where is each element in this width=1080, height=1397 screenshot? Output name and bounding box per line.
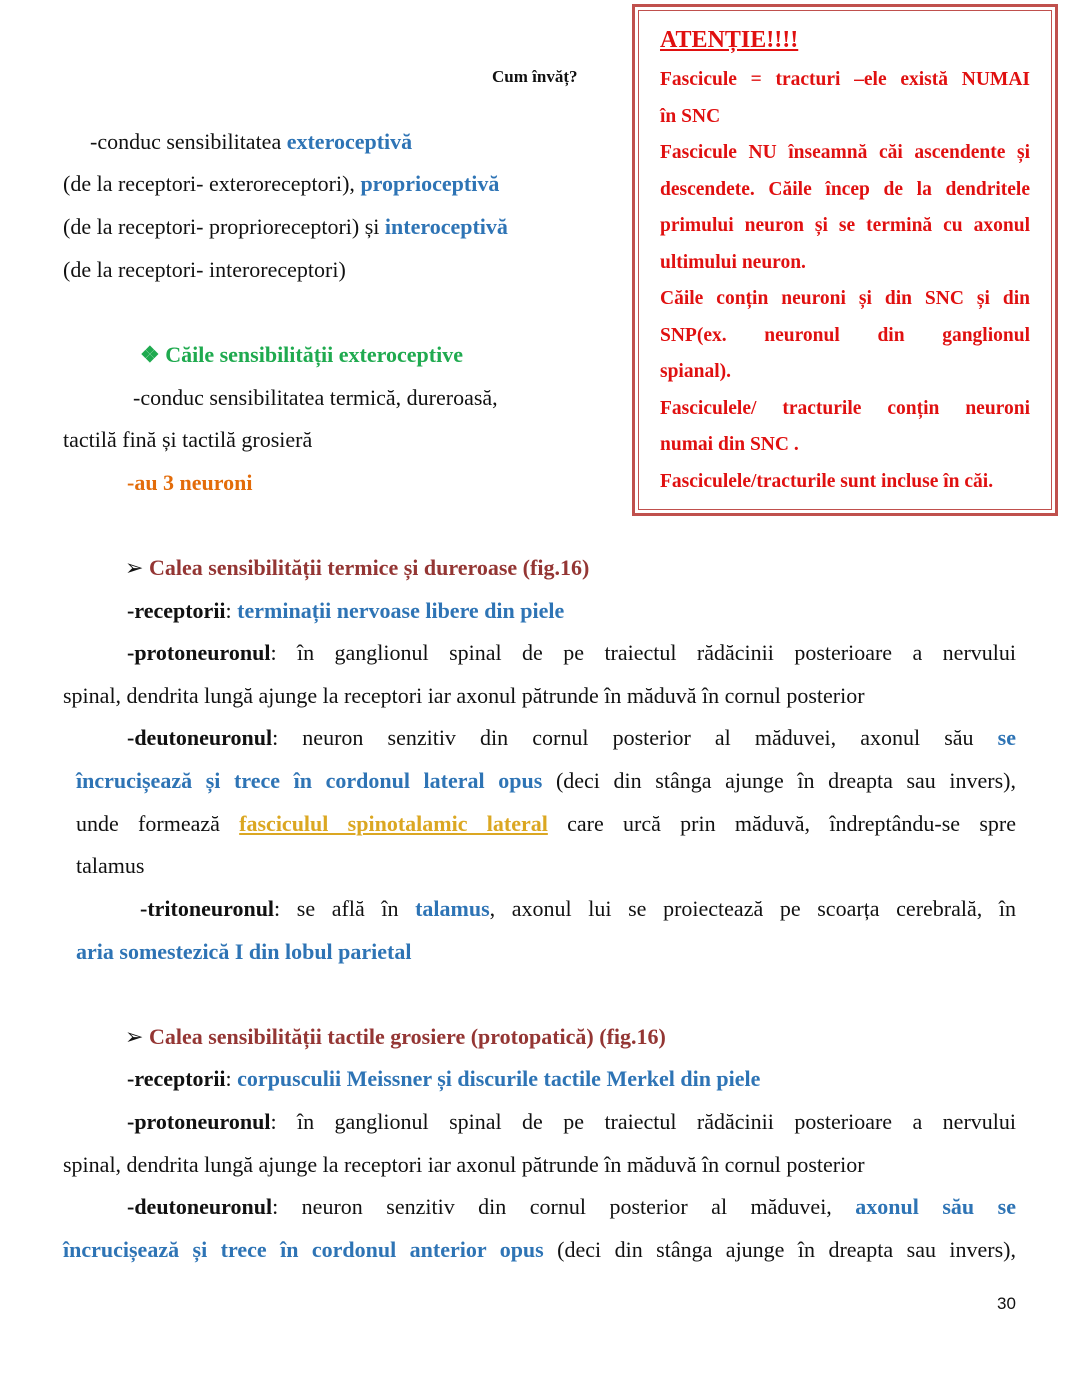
text-b: -protoneuronul [127, 640, 271, 665]
text-redh: ATENȚIE!!!! [660, 27, 799, 53]
text-red: Fascicule NU înseamnă căi ascendente și [660, 142, 1030, 163]
text-plain: , axonul lui se proiectează pe scoarța cerebrală, în [489, 896, 1016, 921]
text-line [127, 1109, 1016, 1135]
text-plain: (deci din stânga ajunge în dreapta sau invers), [543, 1237, 1017, 1262]
text-plain: : neuron senzitiv din cornul posterior al măduvei, axonul său [272, 725, 998, 750]
text-b: -receptorii [127, 1066, 226, 1091]
text-blue: exteroceptivă [286, 129, 413, 154]
text-red: numai din SNC . [660, 434, 799, 455]
text-plain: (deci din stânga ajunge în dreapta sau invers), [542, 768, 1016, 793]
text-green: ❖ Căile sensibilității exteroceptive [140, 342, 463, 367]
text-line [660, 104, 720, 130]
text-brown: Calea sensibilității termice și dureroase (fig.16) [148, 555, 590, 580]
text-plain: : neuron senzitiv din cornul posterior al măduvei, [272, 1194, 856, 1219]
text-blue: se [997, 725, 1016, 750]
text-brown: Calea sensibilității tactile grosiere (protopatică) (fig.16) [148, 1024, 666, 1049]
text-b: -deutoneuronul [127, 1194, 273, 1219]
text-blue: terminații nervoase libere din piele [237, 598, 565, 623]
text-line [63, 1237, 1016, 1263]
text-b: -receptorii [127, 598, 226, 623]
text-plain: spinal, dendrita lungă ajunge la receptori iar axonul pătrunde în măduvă în cornul posterior [63, 1152, 865, 1177]
text-line [127, 1194, 1016, 1220]
text-plain: (de la receptori- proprioreceptori) și [63, 214, 385, 239]
text-red: SNP(ex. neuronul din ganglionul [660, 325, 1030, 346]
text-line [76, 811, 1016, 837]
text-blue: aria somestezică I din lobul parietal [76, 939, 412, 964]
text-plain: (de la receptori- interoreceptori) [63, 257, 346, 282]
text-blue: încrucișează și trece în cordonul lateral opus [76, 768, 543, 793]
text-line [127, 725, 1016, 751]
text-blue: corpusculii Meissner și discurile tactile Merkel din piele [237, 1066, 761, 1091]
text-red: Fasciculele/tracturile sunt incluse în căi. [660, 471, 994, 492]
text-yellow: fasciculul spinotalamic lateral [239, 811, 548, 836]
text-plain: : în ganglionul spinal de pe traiectul rădăcinii posterioare a nervului [270, 640, 1016, 665]
text-blue: talamus [415, 896, 490, 921]
text-line [660, 323, 1030, 349]
page-number: 30 [997, 1294, 1016, 1313]
text-line [125, 555, 589, 581]
text-line [660, 359, 731, 385]
text-line [76, 853, 144, 879]
text-plain: -conduc sensibilitatea [90, 129, 287, 154]
text-line [127, 1066, 760, 1092]
text-line [90, 129, 412, 155]
text-line [660, 286, 1030, 312]
page-title: Cum învăț? [492, 67, 578, 86]
text-plain: : [225, 1066, 238, 1091]
text-line [660, 250, 806, 276]
text-plain: -conduc sensibilitatea termică, dureroasă, [133, 385, 498, 410]
text-line [660, 67, 1030, 93]
text-line [76, 939, 411, 965]
text-line [125, 1024, 666, 1050]
text-line [660, 432, 799, 458]
text-blue: proprioceptivă [360, 171, 500, 196]
text-plain: unde formează [76, 811, 240, 836]
text-blue: încrucișează și trece în cordonul anterior opus [63, 1237, 544, 1262]
text-line [660, 469, 993, 495]
text-line [140, 342, 463, 368]
text-line [63, 683, 865, 709]
text-plain: : în ganglionul spinal de pe traiectul rădăcinii posterioare a nervului [270, 1109, 1016, 1134]
text-red: ultimului neuron. [660, 252, 806, 273]
text-line [63, 171, 499, 197]
text-red: Căile conțin neuroni și din SNC și din [660, 288, 1030, 309]
text-line [660, 396, 1030, 422]
text-red: Fasciculele/ tracturile conțin neuroni [660, 398, 1030, 419]
text-red: primului neuron și se termină cu axonul [660, 215, 1030, 236]
text-plain: (de la receptori- exteroreceptori), [63, 171, 361, 196]
text-line [660, 27, 798, 55]
text-orange: -au 3 neuroni [127, 470, 253, 495]
text-plain: talamus [76, 853, 145, 878]
text-plain: spinal, dendrita lungă ajunge la receptori iar axonul pătrunde în măduvă în cornul posterior [63, 683, 865, 708]
text-line [76, 768, 1016, 794]
text-line [63, 257, 346, 283]
text-plain: ➢ [125, 1024, 149, 1049]
text-line [660, 177, 1030, 203]
text-line [63, 427, 312, 453]
text-red: spianal). [660, 361, 731, 382]
text-line [127, 598, 564, 624]
text-plain: ➢ [125, 555, 149, 580]
text-red: descendete. Căile încep de la dendritele [660, 179, 1030, 200]
text-plain: tactilă fină și tactilă grosieră [63, 427, 313, 452]
text-red: în SNC [660, 106, 721, 127]
text-plain: : [225, 598, 238, 623]
text-line [660, 213, 1030, 239]
text-b: -protoneuronul [127, 1109, 271, 1134]
text-blue: axonul său se [855, 1194, 1016, 1219]
text-red: Fascicule = tracturi –ele există NUMAI [660, 69, 1030, 90]
text-line [133, 385, 498, 411]
text-line [127, 470, 253, 496]
text-line [63, 214, 508, 240]
text-line [127, 640, 1016, 666]
text-plain: care urcă prin măduvă, îndreptându-se spre [547, 811, 1016, 836]
text-line [63, 1152, 865, 1178]
text-plain: : se află în [274, 896, 416, 921]
text-line [140, 896, 1016, 922]
text-blue: interoceptivă [384, 214, 508, 239]
text-line [660, 140, 1030, 166]
text-b: -deutoneuronul [127, 725, 273, 750]
text-b: -tritoneuronul [140, 896, 275, 921]
